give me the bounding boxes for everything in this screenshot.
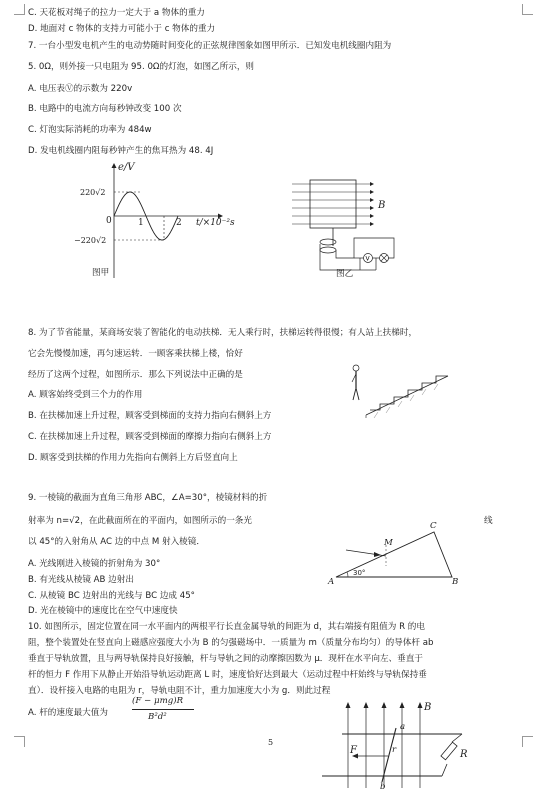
q8-stem-1: 8. 为了节省能量，某商场安装了智能化的电动扶梯．无人乘行时，扶梯运转得很慢；有人站上扶梯时， bbox=[28, 328, 418, 338]
prism-label-c: C bbox=[430, 521, 437, 531]
svg-text:V: V bbox=[365, 255, 370, 263]
figure-yi-b-label: B bbox=[378, 200, 386, 211]
option-c-prev: C. 天花板对绳子的拉力一定大于 a 物体的重力 bbox=[28, 8, 205, 18]
fraction-bar bbox=[132, 709, 194, 710]
figure-rails bbox=[320, 700, 480, 794]
figure-yi-caption: 图乙 bbox=[336, 269, 354, 279]
rails-label-r-internal: r bbox=[392, 745, 397, 755]
q9-stem-2-tail: 线 bbox=[484, 516, 493, 526]
graph-xtick-2: 2 bbox=[176, 218, 182, 228]
graph-xtick-1: 1 bbox=[138, 218, 144, 228]
prism-label-b: B bbox=[452, 577, 459, 587]
corner-mark-bottom-right bbox=[522, 736, 533, 747]
graph-ytick-bottom: −220√2 bbox=[74, 236, 107, 245]
q10-stem-5: 直）．设杆接入电路的电阻为 r，导轨电阻不计，重力加速度大小为 g．则此过程 bbox=[28, 686, 331, 696]
rails-label-a: a bbox=[400, 722, 406, 732]
q9-option-a: A. 光线刚进入棱镜的折射角为 30° bbox=[28, 559, 161, 569]
q8-option-d: D. 顾客受到扶梯的作用力先指向右侧斜上方后竖直向上 bbox=[28, 453, 238, 463]
graph-xlabel: t/×10⁻²s bbox=[196, 218, 235, 228]
figure-escalator bbox=[340, 360, 450, 420]
corner-mark-bottom-left bbox=[14, 736, 25, 747]
q9-stem-3: 以 45°的入射角从 AC 边的中点 M 射入棱镜． bbox=[28, 537, 205, 547]
q10-stem-2: 阻，整个装置处在竖直向上磁感应强度大小为 B 的匀强磁场中．一质量为 m（质量分布均匀）的导体杆 ab bbox=[28, 638, 434, 648]
prism-label-a: A bbox=[328, 577, 335, 587]
rails-label-r-resistor: R bbox=[460, 749, 468, 760]
q8-stem-3: 经历了这两个过程，如图所示．那么下列说法中正确的是 bbox=[28, 370, 243, 380]
q8-option-b: B. 在扶梯加速上升过程，顾客受到梯面的支持力指向右侧斜上方 bbox=[28, 411, 272, 421]
graph-origin: 0 bbox=[106, 216, 112, 226]
q7-option-d: D. 发电机线圈内阻每秒钟产生的焦耳热为 48. 4J bbox=[28, 146, 214, 156]
rails-label-b-field: B bbox=[424, 702, 432, 713]
q10-stem-1: 10. 如图所示，固定位置在同一水平面内的两根平行长直金属导轨的间距为 d，其右端接有阻值为 R 的电 bbox=[28, 622, 425, 632]
prism-angle-label: 30° bbox=[353, 569, 366, 577]
q7-option-c: C. 灯泡实际消耗的功率为 484w bbox=[28, 125, 152, 135]
q8-stem-2: 它会先慢慢加速，再匀速运转．一顾客乘扶梯上楼，恰好 bbox=[28, 349, 243, 359]
q9-option-d: D. 光在棱镜中的速度比在空气中速度快 bbox=[28, 606, 178, 616]
q10-option-a-prefix: A. 杆的速度最大值为 bbox=[28, 708, 108, 718]
graph-ylabel: e/V bbox=[118, 162, 135, 173]
fraction-numerator: (F − μmg)R bbox=[132, 696, 184, 706]
figure-prism bbox=[326, 520, 466, 592]
page-number: 5 bbox=[268, 738, 274, 747]
q8-option-a: A. 顾客始终受到三个力的作用 bbox=[28, 390, 143, 400]
fraction-denominator: B²d² bbox=[148, 712, 167, 722]
option-d-prev: D. 地面对 c 物体的支持力可能小于 c 物体的重力 bbox=[28, 24, 216, 34]
figure-jia-sine-graph bbox=[74, 160, 238, 280]
q7-stem-1: 7. 一台小型发电机产生的电动势随时间变化的正弦规律图象如图甲所示．已知发电机线圈内阻为 bbox=[28, 41, 392, 51]
q10-stem-4: 杆的恒力 F 作用下从静止开始沿导轨运动距离 L 时，速度恰好达到最大（运动过程中杆始终与导轨保持垂 bbox=[28, 670, 427, 680]
q9-stem-1: 9. 一棱镜的截面为直角三角形 ABC，∠A=30°，棱镜材料的折 bbox=[28, 493, 268, 503]
graph-ytick-top: 220√2 bbox=[80, 188, 106, 197]
figure-jia-caption: 图甲 bbox=[92, 268, 110, 278]
q9-stem-2: 射率为 n=√2，在此截面所在的平面内，如图所示的一条光 bbox=[28, 516, 252, 526]
q7-option-b: B. 电路中的电流方向每秒钟改变 100 次 bbox=[28, 104, 182, 114]
q9-option-c: C. 从棱镜 BC 边射出的光线与 BC 边成 45° bbox=[28, 591, 195, 601]
rails-label-f: F bbox=[350, 745, 357, 756]
q10-option-a-fraction bbox=[132, 696, 202, 728]
q10-stem-3: 垂直于导轨放置，且与两导轨保持良好接触，杆与导轨之间的动摩擦因数为 μ．现杆在水平向左、垂直于 bbox=[28, 654, 423, 664]
q7-option-a: A. 电压表Ⓥ的示数为 220v bbox=[28, 84, 133, 94]
q8-option-c: C. 在扶梯加速上升过程，顾客受到梯面的摩擦力指向右侧斜上方 bbox=[28, 432, 272, 442]
q9-option-b: B. 有光线从棱镜 AB 边射出 bbox=[28, 575, 134, 585]
rails-label-b: b bbox=[380, 782, 386, 792]
q7-stem-2: 5. 0Ω，则外接一只电阻为 95. 0Ω的灯泡，如图乙所示，则 bbox=[28, 62, 255, 72]
figure-yi-generator bbox=[290, 178, 400, 280]
corner-mark-top-right bbox=[522, 4, 533, 15]
corner-mark-top-left bbox=[14, 4, 25, 15]
prism-label-m: M bbox=[384, 538, 393, 548]
